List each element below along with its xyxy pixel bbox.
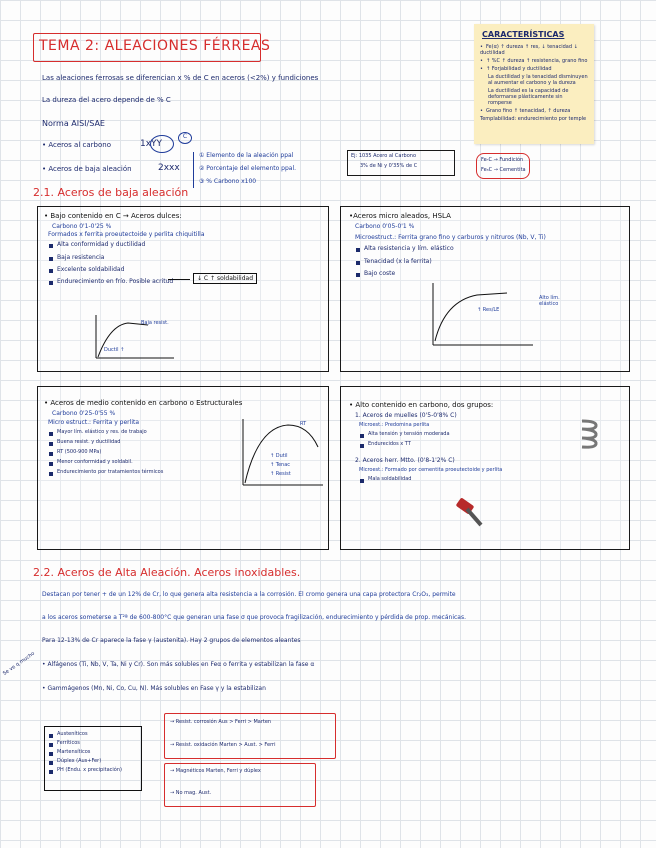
box2-item: Alta resistencia y lím. elástico [355,245,629,252]
sticky-item: La ductilidad y la tenacidad disminuyen al aumentar el carbono y la dureza [488,73,588,86]
side-note: Se ve q mucho [2,650,36,677]
section22-p3: Para 12-13% de Cr aparece la fase γ (austenita). Hay 2 grupos de elementos aleantes [42,637,301,644]
carbon-steel-label: • Aceros al carbono [42,141,111,149]
section22-p4: • Alfágenos (Ti, Nb, V, Ta, Ni y Cr). Son más solubles en Feα o ferrita y estabilizan la fase α [42,661,315,668]
box2-list [355,245,629,277]
yy-circle [150,135,174,153]
box1-callout: ↓ C ↑ soldabilidad [193,273,257,284]
box3-item: Buena resist. y ductilidad [48,439,228,445]
box3-chart-label: ↑ Resist [270,471,291,477]
box-hsla [340,206,630,372]
box3-item: Endurecimiento por tratamientos térmicos [48,469,228,475]
box-high-carbon [340,386,630,550]
carbon-steel-code: 1xYY [140,139,163,149]
box2-chart [427,281,537,351]
box1-line2: Formados x ferrita proeutectoide y perlita chiquitilla [48,231,205,239]
fe-line-1: Fe-C → Fundición [481,157,524,163]
box-low-carbon [37,206,329,372]
sticky-item: La ductilidad es la capacidad de deformarse plásticamente sin romperse [488,87,569,106]
section22-p5: • Gammágenos (Mn, Ni, Co, Cu, N). Más solubles en Fase γ y la estabilizan [42,685,266,692]
type-item: Dúplex (Aus+Fer) [48,758,140,764]
box2-line1: Carbono 0'05-0'1 % [355,223,415,231]
box3-heading: • Aceros de medio contenido en carbono o Estructurales [44,399,243,407]
box3-chart-label: ↑ Tenac [270,462,291,468]
intro-line-2: La dureza del acero depende de % C [42,96,171,104]
box4-group2: 2. Aceros herr. Mtto. (0'8-1'2% C) [355,457,455,465]
sticky-item: • Grano fino ↑ tenacidad, ↑ dureza [480,108,588,114]
box-medium-carbon [37,386,329,550]
type-item: Ferríticos [48,740,140,746]
box1-chart-title: Baja resist. [141,320,169,326]
hammer-icon [453,495,487,529]
box1-arrow [168,279,190,280]
box4-item: Mala soldabilidad [359,476,629,482]
low-alloy-label: • Aceros de baja aleación [42,165,132,173]
box2-chart-label1: ↑ Res/LE [477,307,500,313]
box4-item: Endurecidos x TT [359,441,629,447]
box1-item: Baja resistencia [48,254,328,261]
box4-heading: • Alto contenido en carbono, dos grupos: [349,401,494,409]
code-1: ① Elemento de la aleación ppal [199,152,294,159]
box2-heading: •Aceros micro aleados, HSLA [349,212,451,220]
box3-list [48,429,228,475]
box4-group1: 1. Aceros de muelles (0'5-0'8% C) [355,412,457,420]
section-2-1-title: 2.1. Aceros de baja aleación [33,186,189,199]
box3-item: Menor conformidad y soldabil. [48,459,228,465]
box1-item: Alta conformidad y ductilidad [48,241,328,248]
box4-item: Alta tensión y tensión moderada [359,431,629,437]
box1-chart-label: Ductil ↑ [104,347,125,353]
box3-line1: Carbono 0'25-0'55 % [52,410,116,418]
box3-item: Mayor lím. elástico y res. de trabajo [48,429,228,435]
box3-chart-label: ↑ Dutil [270,453,288,459]
box1-line1: Carbono 0'1-0'25 % [52,223,112,231]
sticky-list [480,44,588,122]
type-item: PH (Endu. x precipitación) [48,767,140,773]
code-2: ② Porcentaje del elemento ppal. [199,165,297,172]
intro-line-3: Norma AISI/SAE [42,119,105,128]
codes-bracket [193,152,198,188]
non-magnetic-line: → No mag. Aust. [170,790,212,796]
magnetic-line: → Magnéticos Marten, Ferri y dúplex [170,768,261,774]
low-alloy-code: 2xxx [158,163,180,173]
page-title: TEMA 2: ALEACIONES FÉRREAS [39,38,271,54]
fe-line-2: Fe₃C → Cementita [481,167,526,173]
box2-chart-label2: Alto lím. elástico [539,295,560,307]
types-list [48,731,140,773]
box4-group1-line: Microest.: Predomina perlita [359,422,430,429]
box2-item: Tenacidad (x la ferrita) [355,258,629,265]
corrosion-line: → Resist. corrosión Aus > Ferri > Marten [170,719,272,725]
box3-line2: Micro estruct.: Ferrita y perlita [48,419,140,427]
box4-group2-list [359,476,629,482]
sticky-item: • ↑ %C ↑ dureza ↑ resistencia, grano fino [480,58,588,64]
box2-item: Bajo coste [355,270,629,277]
type-item: Martensíticos [48,749,140,755]
box2-line2: Microestruct.: Ferrita grano fino y carburos y nitruros (Nb, V, Ti) [355,234,546,242]
box4-group2-line: Microest.: Formado por cementita proeutectoide y perlita [359,467,503,474]
section22-p1: Destacan por tener + de un 12% de Cr, lo que genera alta resistencia a la corrosión. El cromo genera una capa protectora Cr₂O₃, permite [42,591,456,598]
sticky-note [474,24,594,144]
code-3: ③ % Carbono x100 [199,178,257,185]
box2-chart-curve [435,293,507,341]
box1-item: Excelente soldabilidad [48,266,328,273]
sticky-item: Templabilidad: endurecimiento por temple [480,115,587,122]
example-line-2: 3% de Ni y 0'35% de C [360,163,418,169]
section22-p2: a los aceros someterse a T²ª de 600-800°C que generan una fase σ que provoca fragilización, endurecimiento y pérdida de prop. mecánicas. [42,614,466,621]
sticky-item: • Fe(α) ↑ dureza ↑ res, ↓ tenacidad ↓ ductilidad [480,44,588,56]
carbon-circle-mark: C [178,132,192,144]
sticky-item: • ↑ Forjabilidad y ductilidad [480,66,588,72]
box1-item: Endurecimiento en frío. Posible acritud [48,278,328,285]
example-line-1: Ej: 1035 Acero al Carbono [351,153,417,159]
box1-heading: • Bajo contenido en C → Aceros dulces: [44,212,182,220]
spring-icon [577,417,601,453]
box3-item: RT (500-900 MPa) [48,449,228,455]
oxidation-line: → Resist. oxidación Marten > Aust. > Ferri [170,742,276,748]
type-item: Austeníticos [48,731,140,737]
intro-line-1: Las aleaciones ferrosas se diferencian x % de C en aceros (<2%) y fundiciones [42,74,319,82]
sticky-title: CARACTERÍSTICAS [482,30,565,39]
section-2-2-title: 2.2. Aceros de Alta Aleación. Aceros inoxidables. [33,566,301,579]
box3-chart-top: RT [300,421,307,427]
